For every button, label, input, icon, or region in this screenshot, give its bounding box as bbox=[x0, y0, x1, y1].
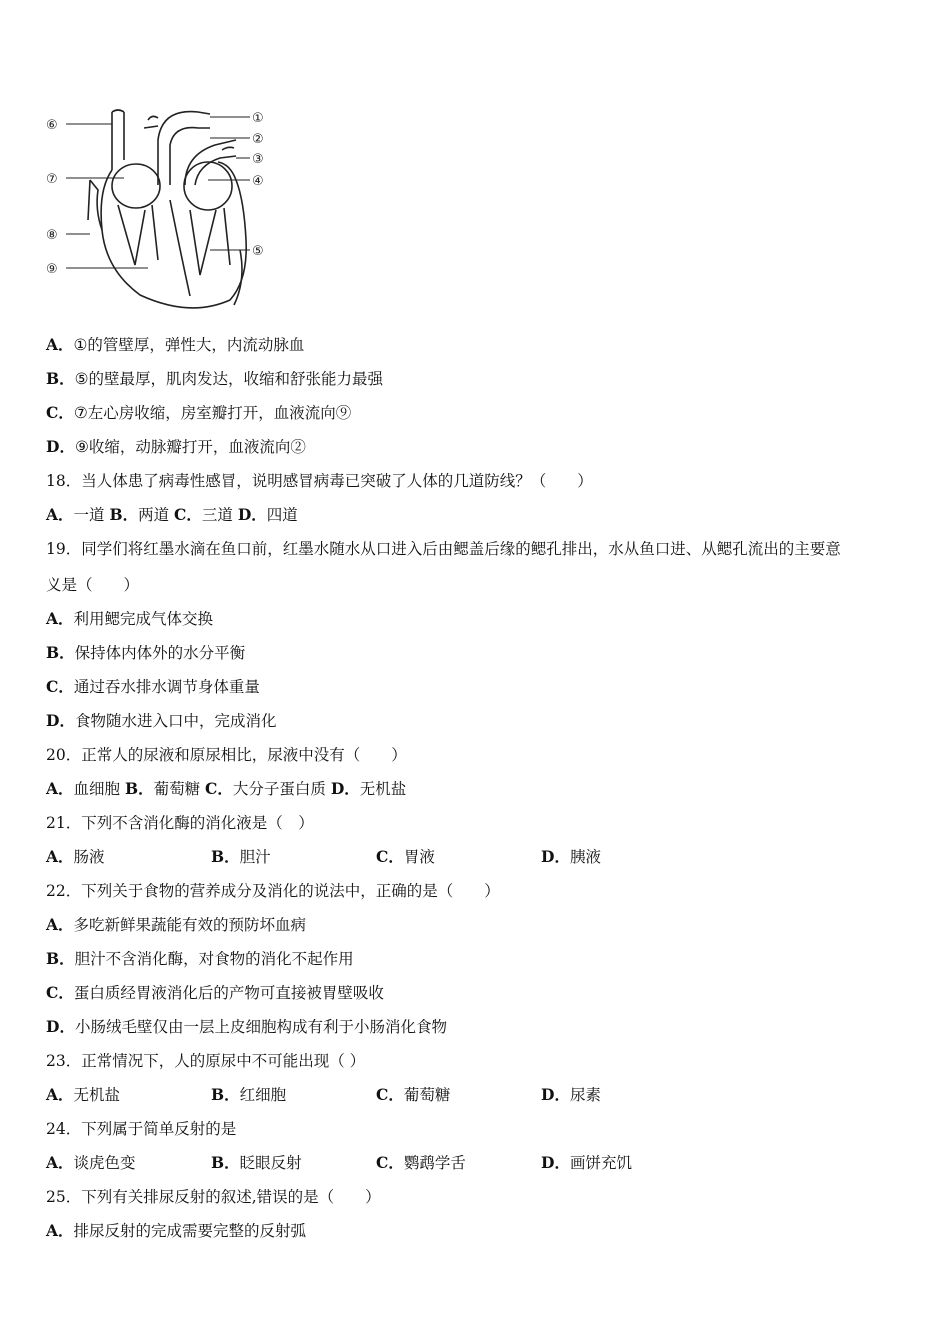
q23-options: A．无机盐 B．红细胞 C．葡萄糖 D．尿素 bbox=[46, 1085, 601, 1104]
q22-option-c: C．蛋白质经胃液消化后的产物可直接被胃壁吸收 bbox=[46, 983, 384, 1002]
q21-options: A．肠液 B．胆汁 C．胃液 D．胰液 bbox=[46, 847, 601, 866]
q18-stem: 18．当人体患了病毒性感冒，说明感冒病毒已突破了人体的几道防线？（ ） bbox=[46, 472, 593, 490]
q19-option-c: C．通过吞水排水调节身体重量 bbox=[46, 677, 260, 696]
q17-option-a: A．①的管壁厚，弹性大，内流动脉血 bbox=[46, 335, 305, 354]
q19-option-a: A．利用鳃完成气体交换 bbox=[46, 609, 214, 628]
q24-options: A．谈虎色变 B．眨眼反射 C．鹦鹉学舌 D．画饼充饥 bbox=[46, 1153, 632, 1172]
q21-stem: 21．下列不含消化酶的消化液是（ ） bbox=[46, 814, 314, 832]
q22-option-d: D．小肠绒毛壁仅由一层上皮细胞构成有利于小肠消化食物 bbox=[46, 1017, 447, 1036]
q23-stem: 23．正常情况下，人的原尿中不可能出现（ ） bbox=[46, 1052, 366, 1070]
q24-stem: 24．下列属于简单反射的是 bbox=[46, 1120, 237, 1138]
q20-stem: 20．正常人的尿液和原尿相比，尿液中没有（ ） bbox=[46, 746, 407, 764]
q17-option-c: C．⑦左心房收缩，房室瓣打开，血液流向⑨ bbox=[46, 403, 352, 422]
q22-stem: 22．下列关于食物的营养成分及消化的说法中，正确的是（ ） bbox=[46, 882, 500, 900]
q25-stem: 25．下列有关排尿反射的叙述,错误的是（ ） bbox=[46, 1188, 381, 1206]
q22-option-a: A．多吃新鲜果蔬能有效的预防坏血病 bbox=[46, 915, 307, 934]
q22-option-b: B．胆汁不含消化酶，对食物的消化不起作用 bbox=[46, 949, 354, 968]
label-5: ⑤ bbox=[252, 244, 264, 259]
label-3: ③ bbox=[252, 152, 264, 167]
q19-stem-line1: 19．同学们将红墨水滴在鱼口前，红墨水随水从口进入后由鳃盖后缘的鳃孔排出，水从鱼口进、从鳃孔流出的主要意 bbox=[46, 540, 841, 558]
heart-diagram bbox=[40, 100, 280, 320]
q17-option-b: B．⑤的壁最厚，肌肉发达，收缩和舒张能力最强 bbox=[46, 369, 384, 388]
label-1: ① bbox=[252, 111, 264, 126]
q20-options: A．血细胞 B．葡萄糖 C．大分子蛋白质 D．无机盐 bbox=[46, 779, 407, 798]
q19-stem-line2: 义是（ ） bbox=[46, 576, 140, 594]
q25-option-a: A．排尿反射的完成需要完整的反射弧 bbox=[46, 1221, 307, 1240]
label-2: ② bbox=[252, 132, 264, 147]
label-7: ⑦ bbox=[46, 172, 58, 187]
q18-options: A．一道 B．两道 C．三道 D．四道 bbox=[46, 505, 298, 524]
label-8: ⑧ bbox=[46, 228, 58, 243]
label-4: ④ bbox=[252, 174, 264, 189]
q17-option-d: D．⑨收缩，动脉瓣打开，血液流向② bbox=[46, 437, 306, 456]
q19-option-b: B．保持体内体外的水分平衡 bbox=[46, 643, 246, 662]
label-6: ⑥ bbox=[46, 118, 58, 133]
label-9: ⑨ bbox=[46, 262, 58, 277]
q19-option-d: D．食物随水进入口中，完成消化 bbox=[46, 711, 277, 730]
